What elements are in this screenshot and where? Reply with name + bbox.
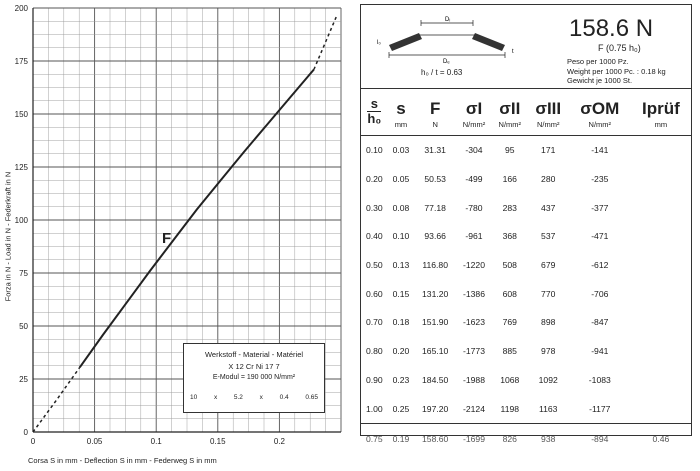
weight-line-it: Peso per 1000 Pz. [567,57,629,66]
table-cell: -2124 [463,403,485,414]
table-cell: 0.20 [392,346,410,357]
table-cell [631,136,691,165]
col-sigma-ii: σII N/mm² [492,89,528,136]
table-cell: 0.60 [365,288,383,299]
label-t: t [512,49,514,55]
material-box [183,343,325,413]
y-tick-label: 0 [23,428,28,437]
table-row [361,366,691,395]
table-cell: 938 [528,423,569,454]
table-cell: 508 [502,260,517,271]
table-cell: -1623 [463,317,485,328]
label-di: Dᵢ [445,17,451,23]
force-value: 158.6 N [569,15,654,42]
h0-t-ratio: h₀ / t = 0.63 [421,68,463,77]
table-cell: 0.75 [361,423,388,454]
table-cell: 898 [541,317,556,328]
col-s: s mm [388,89,415,136]
x-tick-label: 0.2 [273,437,285,446]
table-cell: 0.50 [365,260,383,271]
label-de: Dₑ [443,59,450,65]
table-cell: -706 [591,288,609,299]
table-cell: 31.31 [424,145,446,156]
table-cell: 0.13 [392,260,410,271]
y-tick-label: 175 [14,57,28,66]
table-header-row [361,89,691,136]
table-cell: -847 [591,317,609,328]
table-cell: -1177 [589,403,611,414]
table-cell: 165.10 [422,346,449,357]
table-cell: -1083 [588,374,611,385]
table-cell: 50.53 [424,174,446,185]
table-cell: 197.20 [422,403,449,414]
force-sub: F (0.75 h₀) [598,43,641,53]
table-cell: 131.20 [422,288,449,299]
table-cell [631,308,691,337]
table-cell: -377 [591,202,609,213]
table-cell: 0.23 [392,374,410,385]
y-axis-label: Forza in N - Load in N - Federkraft in N [3,171,13,302]
stress-table [361,89,691,454]
x-axis-label: Corsa S in mm - Deflection S in mm - Federweg S in mm [28,456,217,465]
table-cell: 0.15 [392,288,410,299]
table-cell: -235 [591,174,609,185]
table-cell: 0.40 [365,231,383,242]
disc-right-section [472,33,505,51]
label-lo: l₀ [377,40,381,46]
table-cell: 0.19 [388,423,415,454]
stress-table-panel [360,88,692,444]
table-cell: -1386 [463,288,485,299]
col-f: F N [414,89,456,136]
table-cell: 1163 [538,403,558,414]
table-cell: -1988 [463,374,485,385]
x-tick-label: 0.15 [210,437,226,446]
disc-left-section [389,33,422,51]
col-ipruef: Iprüf mm [631,89,691,136]
y-tick-label: 150 [14,110,28,119]
table-cell: 1068 [500,374,520,385]
y-tick-label: 50 [19,322,28,331]
table-cell: 0.08 [392,202,410,213]
table-cell: 1.00 [365,403,383,414]
table-cell: 95 [505,145,515,156]
table-row [361,136,691,165]
table-cell [631,251,691,280]
table-cell: 93.66 [424,231,446,242]
table-cell: -141 [591,145,609,156]
table-cell: 0.05 [392,174,410,185]
material-heading: Werkstoff - Material - Matériel [204,350,304,359]
table-cell: -1773 [463,346,485,357]
table-cell: -471 [591,231,609,242]
table-cell: 0.46 [631,423,691,454]
x-tick-label: 0.1 [150,437,162,446]
table-cell: 166 [502,174,517,185]
table-cell: 116.80 [422,260,448,271]
table-cell: 1092 [538,374,558,385]
table-cell [631,279,691,308]
table-cell: 0.90 [365,374,383,385]
table-cell [631,366,691,395]
table-row [361,423,691,454]
table-cell: 0.80 [365,346,383,357]
col-sigma-i: σI N/mm² [456,89,492,136]
table-cell: 77.18 [424,202,446,213]
table-cell: 537 [541,231,556,242]
table-cell: 171 [541,145,556,156]
table-cell: -1699 [456,423,492,454]
table-cell: 885 [502,346,517,357]
table-cell: 0.25 [392,403,410,414]
table-cell: 0.70 [365,317,383,328]
table-row [361,394,691,423]
dim-di: 5.2 [233,394,243,401]
table-cell: 0.10 [392,231,410,242]
table-cell: -612 [591,260,609,271]
dim-x1: x [213,394,218,401]
table-cell [631,337,691,366]
table-cell: 679 [541,260,556,271]
table-cell: 437 [541,202,556,213]
table-cell: 184.50 [422,374,449,385]
table-cell: 0.30 [365,202,383,213]
table-cell: 151.90 [422,317,449,328]
table-cell [631,394,691,423]
material-modulus: E-Modul = 190 000 N/mm² [212,374,296,381]
table-cell: 280 [541,174,556,185]
table-cell: -499 [465,174,483,185]
weight-info [567,57,666,86]
disc-spring-diagram [373,11,523,66]
material-name: X 12 Cr Ni 17 7 [228,362,280,371]
force-curve-dashed-start [33,367,80,432]
table-cell [631,222,691,251]
table-cell: 283 [502,202,517,213]
table-cell: 0.20 [365,174,383,185]
table-cell: 826 [492,423,528,454]
curve-label: F [162,230,172,247]
table-row [361,222,691,251]
dim-de: 10 [190,394,198,401]
table-cell: -941 [591,346,609,357]
table-cell: 0.18 [392,317,410,328]
table-cell: -961 [465,231,483,242]
table-cell: 0.03 [392,145,410,156]
y-tick-label: 75 [19,269,28,278]
table-cell: 158.60 [414,423,456,454]
table-row [361,279,691,308]
table-cell: 368 [502,231,517,242]
col-sigma-om: σOM N/mm² [569,89,631,136]
table-cell [631,193,691,222]
table-cell: -1220 [463,260,485,271]
table-cell: 608 [502,288,517,299]
table-cell [631,165,691,194]
table-row [361,193,691,222]
table-row [361,308,691,337]
table-cell: 1198 [500,403,520,414]
table-cell: -780 [465,202,483,213]
table-row [361,251,691,280]
spring-info-panel [360,4,692,90]
table-cell: 978 [541,346,556,357]
table-cell: 769 [502,317,517,328]
col-sigma-iii: σIII N/mm² [528,89,569,136]
dim-x2: x [259,394,263,401]
table-row [361,165,691,194]
y-tick-label: 100 [14,216,28,225]
x-tick-label: 0 [30,437,36,446]
table-cell: -894 [569,423,631,454]
dim-lo: 0.65 [305,394,318,401]
table-row [361,337,691,366]
col-s-h0 [361,89,388,136]
table-cell: -304 [465,145,483,156]
y-tick-label: 125 [14,163,28,172]
frac-s-h0: $\frac{s}{\text{h₀}}$ [367,96,382,126]
weight-line-de: Gewicht je 1000 St. [567,76,633,85]
table-cell: 770 [541,288,556,299]
y-tick-label: 200 [14,4,28,13]
x-tick-label: 0.05 [86,437,103,446]
y-tick-label: 25 [19,375,28,384]
dim-t: 0.4 [279,394,289,401]
weight-line-en: Weight per 1000 Pc. : 0.18 kg [567,66,666,76]
table-cell: 0.10 [365,145,383,156]
material-dimensions [190,394,318,401]
